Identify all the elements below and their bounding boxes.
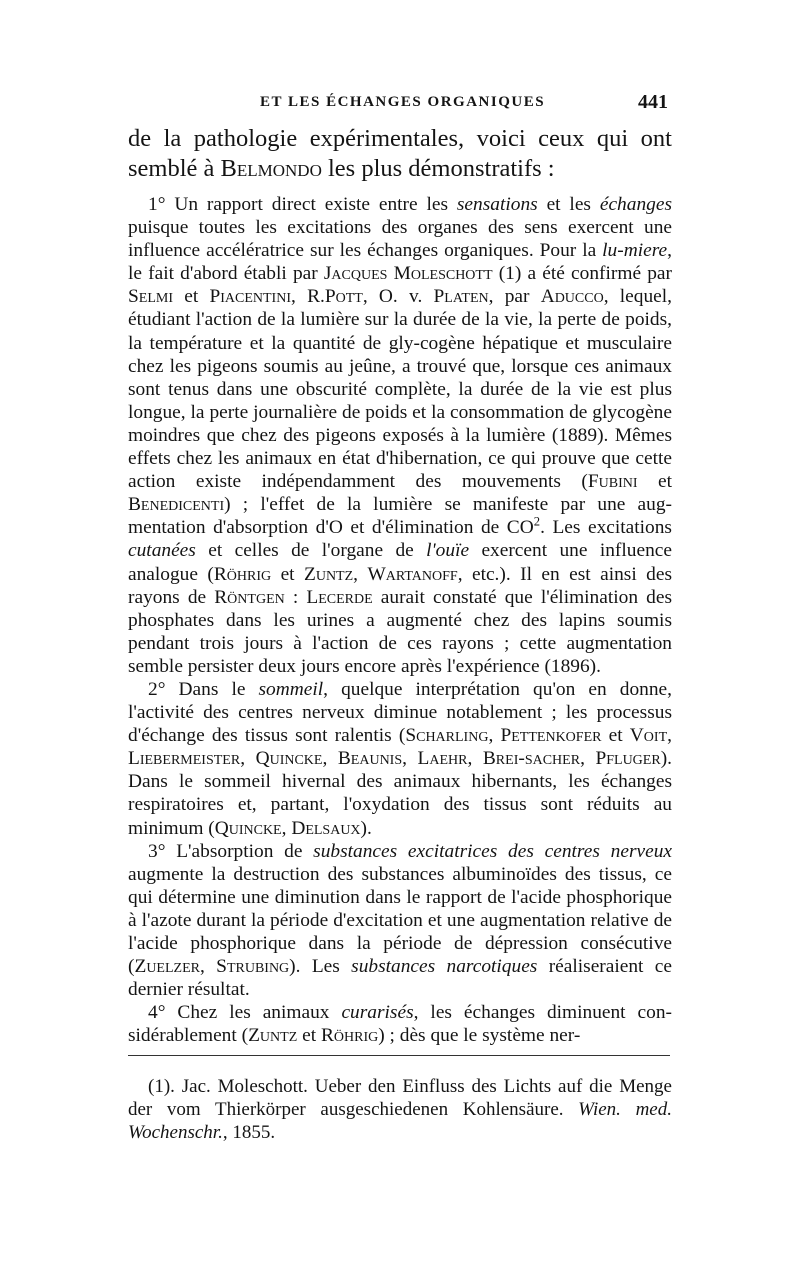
author-name: Lecerde bbox=[306, 586, 373, 608]
text-run: , bbox=[322, 748, 338, 770]
text-run: , les échanges diminuent con-sidérablement ( bbox=[128, 1002, 672, 1047]
text-run: réaliseraient ce dernier résultat. bbox=[128, 956, 672, 1001]
superscript: 2 bbox=[533, 514, 541, 529]
text-run: , bbox=[240, 748, 256, 770]
emphasis: Wien. med. Wochenschr. bbox=[128, 1099, 672, 1143]
text-run: et bbox=[637, 471, 672, 493]
author-name: Fubini bbox=[587, 471, 638, 493]
text-run: , bbox=[467, 748, 483, 770]
author-name: Liebermeister bbox=[128, 748, 241, 770]
author-name: Delsaux bbox=[291, 817, 361, 839]
footnote bbox=[128, 1075, 672, 1144]
emphasis: lu-miere bbox=[602, 240, 668, 262]
emphasis: sensations bbox=[456, 194, 538, 215]
text-run: et bbox=[173, 286, 210, 308]
text-run: , 1855. bbox=[222, 1122, 276, 1143]
paragraph-2-sommeil bbox=[128, 678, 672, 840]
author-name: Zuntz bbox=[303, 563, 354, 585]
author-name: Beaunis bbox=[337, 748, 403, 770]
author-name: Brei-sacher bbox=[482, 748, 581, 770]
text-run: ). bbox=[360, 817, 372, 839]
text-run: . Les excitations bbox=[540, 517, 672, 539]
text-run: exercent une influence analogue ( bbox=[128, 540, 672, 585]
text-run: , bbox=[199, 956, 217, 978]
text-run: ) ; dès que le système ner- bbox=[378, 1025, 581, 1047]
author-name: Benedicenti bbox=[128, 494, 225, 516]
author-name: Scharling bbox=[405, 725, 489, 747]
emphasis: curarisés bbox=[341, 1002, 414, 1024]
running-title: ET LES ÉCHANGES ORGANIQUES bbox=[260, 94, 546, 110]
text-run: les plus démonstratifs : bbox=[321, 155, 555, 182]
author-name: Piacentini bbox=[209, 286, 291, 308]
author-name: Pettenkofer bbox=[500, 725, 602, 747]
text-run: , bbox=[580, 748, 596, 770]
text-run: , bbox=[667, 725, 672, 747]
author-name: Zuntz bbox=[248, 1025, 298, 1047]
text-run: ) ; l'effet de la lumière se manifeste par une aug-mentation d'absorption d'O et d'élimination de CO bbox=[128, 494, 672, 539]
text-run: aurait constaté que l'élimination des phosphates dans les urines a augmenté chez des lapins soumis pendant trois jours à l'action de ces rayons ; cette augmentation semble persister deux jours encore après l'expérience (1896). bbox=[128, 586, 672, 677]
author-name: Röhrig bbox=[320, 1025, 379, 1047]
footnote-1 bbox=[128, 1075, 672, 1144]
page-number: 441 bbox=[638, 91, 668, 113]
text-run: et les bbox=[537, 194, 600, 215]
emphasis: substances excitatrices des centres nerveux bbox=[313, 840, 672, 862]
text-run: de la pathologie expérimentales, voici ceux qui ont semblé à bbox=[128, 125, 672, 182]
text-run: , bbox=[488, 725, 501, 747]
author-name: Jacques Moleschott bbox=[323, 263, 493, 285]
emphasis: échanges bbox=[599, 194, 672, 215]
text-run: et bbox=[601, 725, 630, 747]
text-run: 1° Un rapport direct existe entre les bbox=[148, 194, 457, 215]
author-name: Platen bbox=[433, 286, 489, 308]
paragraph-4-curarises bbox=[128, 1001, 672, 1047]
author-name: Röhrig bbox=[213, 563, 272, 585]
running-head bbox=[128, 91, 670, 118]
text-run: , etc.). Il en est ainsi des rayons de bbox=[128, 563, 672, 608]
author-name: Belmondo bbox=[220, 155, 322, 182]
author-name: Strubing bbox=[216, 956, 290, 978]
paragraph-3-excitatrices bbox=[128, 840, 672, 1002]
author-name: Voit bbox=[629, 725, 668, 747]
author-name: Wartanoff bbox=[367, 563, 458, 585]
text-run: et celles de l'organe de bbox=[195, 540, 427, 562]
text-run: 3° L'absorption de bbox=[148, 840, 314, 862]
text-run: augmente la destruction des substances albuminoïdes des tissus, ce qui détermine une diminution dans le rapport de l'acide phosphorique à l'azote durant la période d'excitation et une augmentation relative de l'acide phosphorique dans la période de dépression consécutive ( bbox=[128, 863, 672, 978]
text-run: , quelque interprétation qu'on en donne, l'activité des centres nerveux diminue notablement ; les processus d'échange des tissus sont ralentis ( bbox=[128, 678, 673, 747]
author-name: Röntgen bbox=[214, 586, 285, 608]
emphasis: sommeil bbox=[258, 678, 324, 700]
footnote-separator bbox=[128, 1055, 670, 1056]
author-name: Aducco bbox=[540, 286, 604, 308]
text-run: , bbox=[353, 563, 368, 585]
text-run: 2° Dans le bbox=[148, 678, 259, 700]
text-run: , le fait d'abord établi par bbox=[128, 240, 672, 285]
text-run: , R. bbox=[291, 286, 325, 308]
author-name: Selmi bbox=[128, 286, 173, 308]
text-run: et bbox=[297, 1025, 321, 1047]
text-run: , bbox=[402, 748, 418, 770]
text-run: ). Les bbox=[289, 956, 352, 978]
text-run: puisque toutes les excitations des organes des sens exercent une influence accélératrice sur les échanges organiques. Pour la bbox=[128, 217, 672, 262]
emphasis: substances narcotiques bbox=[351, 956, 538, 978]
author-name: Quincke bbox=[255, 748, 323, 770]
author-name: Pfluger bbox=[595, 748, 661, 770]
emphasis: l'ouïe bbox=[426, 540, 470, 562]
intro-paragraph bbox=[128, 124, 672, 184]
text-run: , par bbox=[488, 286, 541, 308]
text-run: ). Dans le sommeil hivernal des animaux hibernants, les échanges respiratoires et, partant, l'oxydation des tissus sont réduits au minimum ( bbox=[128, 748, 672, 839]
paragraph-1-sensations bbox=[128, 193, 672, 678]
text-run: , bbox=[281, 817, 292, 839]
body-text bbox=[128, 193, 672, 1047]
text-run: et bbox=[271, 563, 304, 585]
author-name: Quincke bbox=[214, 817, 282, 839]
text-run: (1) a été confirmé par bbox=[492, 263, 672, 285]
text-run: , lequel, étudiant l'action de la lumière sur la durée de la vie, la perte de poids, la température et la quantité de gly-cogène hépatique et musculaire chez les pigeons soumis au jeûne, a trouvé que, lorsque ces animaux sont tenus dans une obscurité complète, la durée de la vie est plus longue, la perte journalière de poids et la consommation de glycogène moindres que chez des pigeons exposés à la lumière (1889). Mêmes effets chez les animaux en état d'hibernation, ce qui prouve que cette action existe indépendamment des mouvements ( bbox=[128, 286, 672, 493]
text-run: 4° Chez les animaux bbox=[148, 1002, 342, 1024]
author-name: Zuelzer bbox=[134, 956, 200, 978]
author-name: Pott bbox=[324, 286, 363, 308]
text-run: (1). Jac. Moleschott. Ueber den Einfluss des Lichts auf die Menge der vom Thierkörper ausgeschiedenen Kohlensäure. bbox=[128, 1076, 672, 1120]
text-run: : bbox=[284, 586, 307, 608]
emphasis: cutanées bbox=[128, 540, 196, 562]
text-run: , O. v. bbox=[362, 286, 434, 308]
author-name: Laehr bbox=[417, 748, 468, 770]
